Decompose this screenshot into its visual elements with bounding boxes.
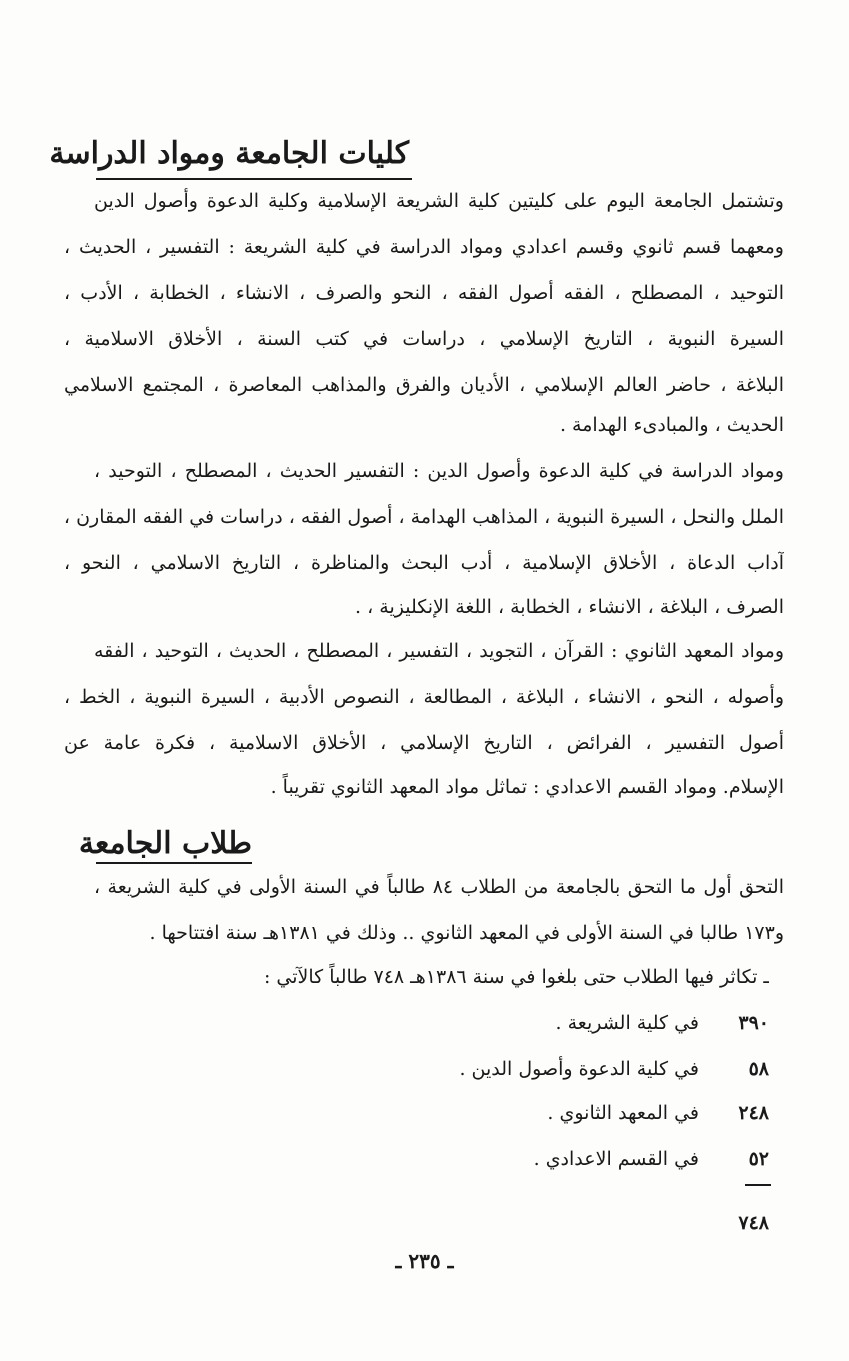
heading-underline [96, 178, 412, 180]
total-divider [745, 1184, 771, 1186]
section-heading-colleges: كليات الجامعة ومواد الدراسة [49, 136, 409, 171]
paragraph-line: البلاغة ، حاضر العالم الإسلامي ، الأديان والفرق والمذاهب المعاصرة ، المجتمع الاسلامي [64, 374, 784, 396]
section-heading-students: طلاب الجامعة [78, 826, 252, 861]
paragraph-line: وأصوله ، النحو ، الانشاء ، البلاغة ، المطالعة ، النصوص الأدبية ، السيرة النبوية ، الخط ، [64, 686, 784, 708]
heading-underline [96, 862, 252, 864]
list-item [0, 1144, 849, 1174]
paragraph-line: الملل والنحل ، السيرة النبوية ، المذاهب الهدامة ، أصول الفقه ، دراسات في الفقه المقارن ، [64, 506, 784, 528]
paragraph-line: ـ تكاثر فيها الطلاب حتى بلغوا في سنة ١٣٨٦هـ ٧٤٨ طالباً كالآتي : [263, 966, 769, 988]
paragraph-line: التحق أول ما التحق بالجامعة من الطلاب ٨٤ طالباً في السنة الأولى في كلية الشريعة ، [94, 876, 784, 898]
paragraph-line: آداب الدعاة ، الأخلاق الإسلامية ، أدب البحث والمناظرة ، التاريخ الاسلامي ، النحو ، [64, 552, 784, 574]
stat-label: في المعهد الثانوي . [547, 1102, 699, 1124]
paragraph-line: الحديث ، والمبادىء الهدامة . [559, 414, 784, 436]
list-item [0, 1098, 849, 1128]
stat-label: في كلية الشريعة . [555, 1012, 699, 1034]
stat-label: في القسم الاعدادي . [533, 1148, 699, 1170]
paragraph-line: و١٧٣ طالبا في السنة الأولى في المعهد الثانوي .. وذلك في ١٣٨١هـ سنة افتتاحها . [149, 922, 784, 944]
paragraph-line: أصول التفسير ، الفرائض ، التاريخ الإسلامي ، الأخلاق الاسلامية ، فكرة عامة عن [64, 732, 784, 754]
paragraph-line: التوحيد ، المصطلح ، الفقه أصول الفقه ، النحو والصرف ، الانشاء ، الخطابة ، الأدب ، [64, 282, 784, 304]
paragraph-line: الصرف ، البلاغة ، الانشاء ، الخطابة ، اللغة الإنكليزية ، . [355, 596, 784, 618]
paragraph-line: الإسلام. ومواد القسم الاعدادي : تماثل مواد المعهد الثانوي تقريباً . [270, 776, 784, 798]
stat-value: ٣٩٠ [738, 1012, 769, 1034]
stat-value: ٥٢ [748, 1148, 769, 1170]
page-number: ـ ٢٣٥ ـ [395, 1249, 454, 1273]
paragraph-line: ومعهما قسم ثانوي وقسم اعدادي ومواد الدراسة في كلية الشريعة : التفسير ، الحديث ، [64, 236, 784, 258]
stat-value: ٥٨ [748, 1058, 769, 1080]
list-item [0, 1008, 849, 1038]
list-item [0, 1054, 849, 1084]
stat-label: في كلية الدعوة وأصول الدين . [459, 1058, 699, 1080]
stat-total: ٧٤٨ [738, 1212, 769, 1234]
stat-value: ٢٤٨ [738, 1102, 769, 1124]
paragraph-line: السيرة النبوية ، التاريخ الإسلامي ، دراسات في كتب السنة ، الأخلاق الاسلامية ، [64, 328, 784, 350]
paragraph-line: وتشتمل الجامعة اليوم على كليتين كلية الشريعة الإسلامية وكلية الدعوة وأصول الدين [94, 190, 784, 212]
paragraph-line: ومواد الدراسة في كلية الدعوة وأصول الدين : التفسير الحديث ، المصطلح ، التوحيد ، [94, 460, 784, 482]
paragraph-line: ومواد المعهد الثانوي : القرآن ، التجويد ، التفسير ، المصطلح ، الحديث ، التوحيد ، الفقه [94, 640, 784, 662]
